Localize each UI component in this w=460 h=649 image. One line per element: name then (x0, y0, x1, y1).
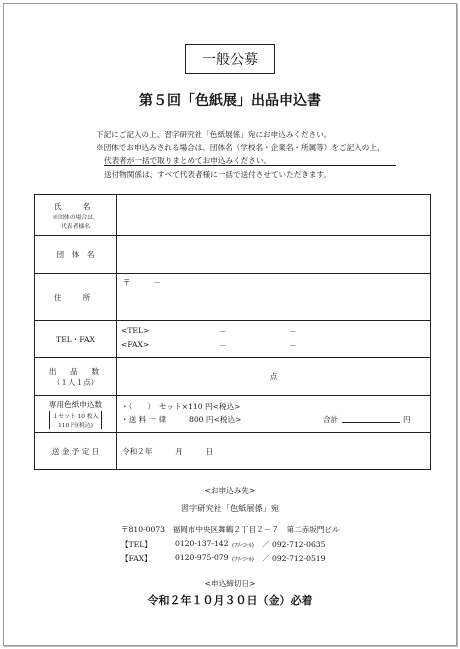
total-unit: 円 (403, 415, 411, 424)
remit-label: 送 金 予 定 日 (35, 433, 117, 470)
total-blank[interactable] (342, 422, 400, 423)
tel-free-label: (ﾌﾘｰｺｰﾙ) (232, 543, 254, 549)
deadline: 令和２年１０月３０日（金）必着 (147, 594, 313, 607)
tel-dash-2: － (289, 327, 297, 336)
name-label-cell (35, 195, 117, 236)
count-label-cell (35, 358, 117, 396)
shikishi-set-text: ・（ ） セット×110 円<税込> (121, 402, 241, 411)
fax-label: <FAX> (121, 340, 150, 349)
name-sub-label-2: 代表者様名 (61, 223, 90, 230)
count-label: 出 品 数 (48, 366, 103, 376)
note-underline (270, 165, 396, 166)
fax-value: 0120-975-079 (175, 553, 229, 562)
group-label: 団 体 名 (35, 236, 117, 274)
tel-local: ／ 092-712-0635 (262, 540, 326, 549)
name-field[interactable] (117, 195, 431, 236)
tel-fax-label: TEL・FAX (35, 321, 117, 358)
total-label: 合計 (323, 415, 339, 424)
note-line1: 下記にご記入の上、習字研究社「色紙展係」宛にお申込みください。 (96, 130, 332, 139)
shikishi-label: 専用色紙申込数 (48, 400, 103, 409)
fax-tag: 【FAX】 (121, 554, 152, 563)
remit-value: 令和２年 月 日 (122, 446, 214, 456)
tel-dash-1: － (219, 327, 227, 336)
name-sub-label-1: ※団体の場合は、 (52, 214, 99, 221)
note-line2b: 代表者が一括で取りまとめてお申込みください。 (104, 156, 272, 165)
group-field[interactable] (117, 236, 431, 274)
shikishi-sub-2: 110 円(税込) (58, 423, 93, 429)
shikishi-label-cell (35, 396, 117, 433)
tel-label: <TEL> (121, 326, 150, 335)
postal-address: 〒810-0073 福岡市中央区舞鶴２丁目２－７ 第二赤坂門ビル (121, 525, 340, 534)
shikishi-field[interactable] (117, 396, 431, 433)
category-label: 一般公募 (185, 44, 275, 74)
note-line3: 送付物関係は、すべて代表者様に一括で送付させていただきます。 (104, 170, 332, 179)
tel-tag: 【TEL】 (121, 540, 152, 549)
remit-field[interactable] (117, 433, 431, 470)
tel-value: 0120-137-142 (175, 539, 229, 548)
fax-local: ／ 092-712-0519 (262, 554, 326, 563)
note-line2a: ※団体でお申込みされる場合は、団体名（学校名・企業名・所属等）をご記入の上、 (96, 143, 385, 152)
name-label: 氏 名 (53, 201, 98, 211)
address-field[interactable] (117, 274, 431, 321)
shikishi-sub-1: １セット 10 枚入 (52, 414, 99, 420)
fax-dash-2: － (289, 341, 297, 350)
count-unit: 点 (269, 372, 278, 381)
recipient: 習字研究社「色紙展係」宛 (180, 503, 280, 513)
deadline-heading: <申込締切日> (204, 579, 256, 588)
shipping-text: ・送 料 一 律 800 円<税込> (121, 415, 242, 424)
tel-fax-field[interactable] (117, 321, 431, 358)
fax-free-label: (ﾌﾘｰｺｰﾙ) (232, 557, 254, 563)
count-sub-label: （１人１点） (52, 377, 99, 387)
postal-prefix: 〒 － (123, 278, 161, 287)
address-label: 住 所 (35, 274, 117, 321)
application-form-table (34, 194, 431, 470)
document-title: 第５回「色紙展」出品申込書 (139, 93, 321, 109)
fax-dash-1: － (219, 341, 227, 350)
count-field[interactable] (117, 358, 431, 396)
apply-heading: <お申込み先> (204, 486, 256, 495)
